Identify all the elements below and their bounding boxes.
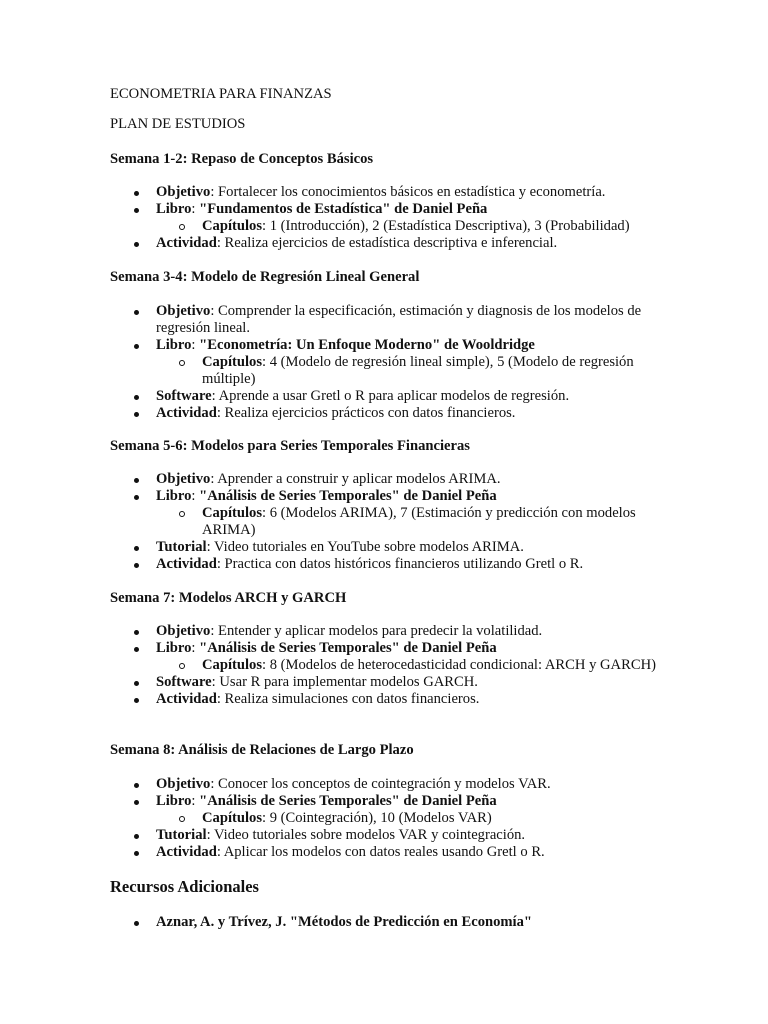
week-items-list: [0, 184, 768, 252]
list-item-software: Software: Aprende a usar Gretl o R para aplicar modelos de regresión.: [0, 388, 768, 405]
list-item-actividad: Actividad: Realiza ejercicios de estadística descriptiva e inferencial.: [0, 235, 768, 252]
week-heading: Semana 5-6: Modelos para Series Temporales Financieras: [110, 438, 470, 454]
list-item-actividad: Actividad: Practica con datos históricos financieros utilizando Gretl o R.: [0, 556, 768, 573]
list-item-libro: Libro: "Análisis de Series Temporales" de Daniel Peña: [0, 793, 768, 810]
list-item-objetivo: Objetivo: Entender y aplicar modelos para predecir la volatilidad.: [0, 623, 768, 640]
list-item-capitulos: Capítulos: 4 (Modelo de regresión lineal simple), 5 (Modelo de regresión múltiple): [0, 354, 768, 388]
list-item-libro: Libro: "Econometría: Un Enfoque Moderno" de Wooldridge: [0, 337, 768, 354]
list-item-capitulos: Capítulos: 8 (Modelos de heterocedasticidad condicional: ARCH y GARCH): [0, 657, 768, 674]
list-item-objetivo: Objetivo: Fortalecer los conocimientos básicos en estadística y econometría.: [0, 184, 768, 201]
list-item-actividad: Actividad: Aplicar los modelos con datos reales usando Gretl o R.: [0, 844, 768, 861]
list-item-libro: Libro: "Análisis de Series Temporales" de Daniel Peña: [0, 488, 768, 505]
list-item-actividad: Actividad: Realiza simulaciones con datos financieros.: [0, 691, 768, 708]
week-heading: Semana 3-4: Modelo de Regresión Lineal General: [110, 269, 420, 285]
week-heading: Semana 7: Modelos ARCH y GARCH: [110, 590, 347, 606]
list-item-objetivo: Objetivo: Comprender la especificación, estimación y diagnosis de los modelos de regresión lineal.: [0, 303, 768, 337]
document-subtitle: PLAN DE ESTUDIOS: [110, 116, 246, 132]
list-item-capitulos: Capítulos: 6 (Modelos ARIMA), 7 (Estimación y predicción con modelos ARIMA): [0, 505, 768, 539]
week-heading: Semana 1-2: Repaso de Conceptos Básicos: [110, 151, 374, 167]
resources-list: [0, 914, 768, 931]
list-item-capitulos: Capítulos: 9 (Cointegración), 10 (Modelos VAR): [0, 810, 768, 827]
list-item-objetivo: Objetivo: Conocer los conceptos de cointegración y modelos VAR.: [0, 776, 768, 793]
week-items-list: [0, 303, 768, 422]
week-heading: Semana 8: Análisis de Relaciones de Largo Plazo: [110, 742, 414, 758]
list-item-software: Software: Usar R para implementar modelos GARCH.: [0, 674, 768, 691]
week-items-list: [0, 471, 768, 573]
document-title: ECONOMETRIA PARA FINANZAS: [110, 86, 332, 102]
list-item-tutorial: Tutorial: Video tutoriales sobre modelos VAR y cointegración.: [0, 827, 768, 844]
list-item-tutorial: Tutorial: Video tutoriales en YouTube sobre modelos ARIMA.: [0, 539, 768, 556]
resources-heading: Recursos Adicionales: [110, 877, 259, 896]
list-item-actividad: Actividad: Realiza ejercicios prácticos con datos financieros.: [0, 405, 768, 422]
list-item-libro: Libro: "Análisis de Series Temporales" de Daniel Peña: [0, 640, 768, 657]
week-items-list: [0, 623, 768, 708]
list-item-capitulos: Capítulos: 1 (Introducción), 2 (Estadística Descriptiva), 3 (Probabilidad): [0, 218, 768, 235]
week-items-list: [0, 776, 768, 861]
list-item-objetivo: Objetivo: Aprender a construir y aplicar modelos ARIMA.: [0, 471, 768, 488]
list-item-libro: Libro: "Fundamentos de Estadística" de Daniel Peña: [0, 201, 768, 218]
list-item-resource: Aznar, A. y Trívez, J. "Métodos de Predicción en Economía": [0, 914, 768, 931]
